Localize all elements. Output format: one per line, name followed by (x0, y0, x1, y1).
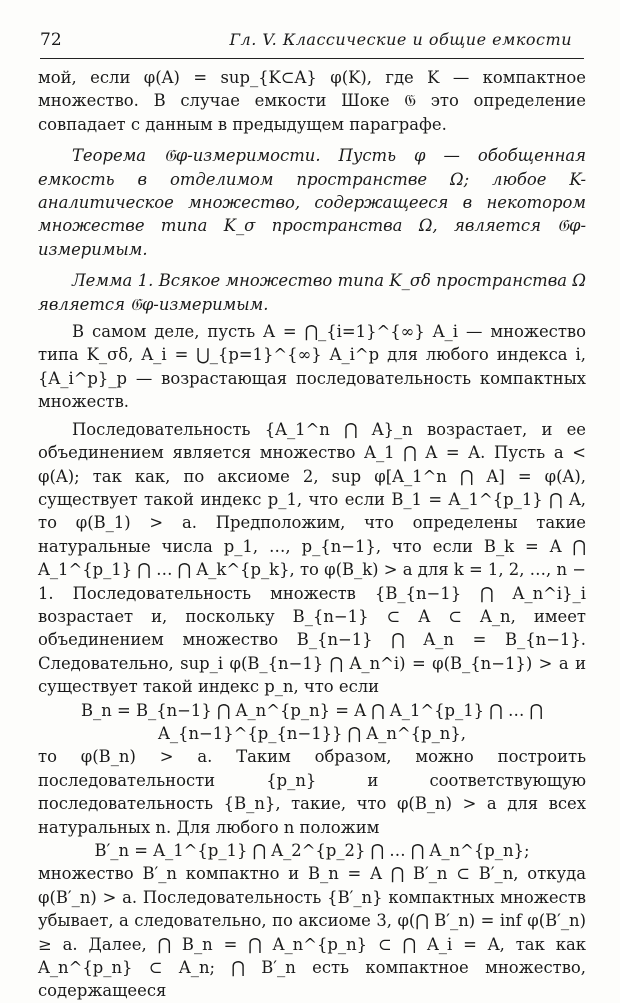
running-head: Гл. V. Классические и общие емкости (229, 30, 572, 49)
paragraph-intro: мой, если φ(A) = sup_{K⊂A} φ(K), где K — компактное множество. В случае емкости Шоке 𝔊 это определение совпадает с данным в предыдущем параграфе. (38, 68, 586, 134)
page-header (40, 22, 584, 59)
display-equation-bprime: B′_n = A_1^{p_1} ⋂ A_2^{p_2} ⋂ … ⋂ A_n^{p_n}; (94, 841, 530, 860)
theorem-statement: Теорема 𝔊φ-измеримости. Пусть φ — обобщенная емкость в отделимом пространстве Ω; любое K-аналитическое множество, содержащееся в некотором множестве типа K_σ пространства Ω, является 𝔊φ-измеримым. (38, 146, 586, 259)
proof-conclusion: множество B′_n компактно и B_n = A ⋂ B′_n ⊂ B′_n, откуда φ(B′_n) > a. Последовательность {B′_n} компактных множеств убывает, а следовательно, по аксиоме 3, φ(⋂ B′_n) = inf φ(B′_n) ≥ a. Далее, ⋂ B_n = ⋂ A_n^{p_n} ⊂ ⋂ A_i = A, так как A_n^{p_n} ⊂ A_n; ⋂ B′_n есть компактное множество, содержащееся (38, 864, 586, 1001)
page-number: 72 (40, 30, 62, 50)
proof-body: Последовательность {A_1^n ⋂ A}_n возрастает, и ее объединением является множество A_1 ⋂ A = A. Пусть a < φ(A); так как, по аксиоме 2, sup φ[A_1^n ⋂ A] = φ(A), существует такой индекс p_1, что если B_1 = A_1^{p_1} ⋂ A, то φ(B_1) > a. Предположим, что определены такие натуральные числа p_1, …, p_{n−1}, что если B_k = A ⋂ A_1^{p_1} ⋂ … ⋂ A_k^{p_k}, то φ(B_k) > a для k = 1, 2, …, n − 1. Последовательность множеств {B_{n−1} ⋂ A_n^i}_i возрастает и, поскольку B_{n−1} ⊂ A ⊂ A_n, имеет объединением множество B_{n−1} ⋂ A_n = B_{n−1}. Следовательно, sup_i φ(B_{n−1} ⋂ A_n^i) = φ(B_{n−1}) > a и существует такой индекс p_n, что если (38, 419, 586, 697)
proof-setup: В самом деле, пусть A = ⋂_{i=1}^{∞} A_i — множество типа K_σδ, A_i = ⋃_{p=1}^{∞} A_i^p для любого индекса i, {A_i^p}_p — возрастающая последовательность компактных множеств. (38, 322, 586, 412)
lemma-statement: Лемма 1. Всякое множество типа K_σδ пространства Ω является 𝔊φ-измеримым. (38, 271, 586, 314)
page-body (38, 66, 586, 1003)
display-equation-bn: B_n = B_{n−1} ⋂ A_n^{p_n} = A ⋂ A_1^{p_1} ⋂ … ⋂ A_{n−1}^{p_{n−1}} ⋂ A_n^{p_n}, (81, 700, 543, 743)
proof-continuation: то φ(B_n) > a. Таким образом, можно построить последовательности {p_n} и соответствующую последовательность {B_n}, такие, что φ(B_n) > a для всех натуральных n. Для любого n положим (38, 747, 586, 837)
